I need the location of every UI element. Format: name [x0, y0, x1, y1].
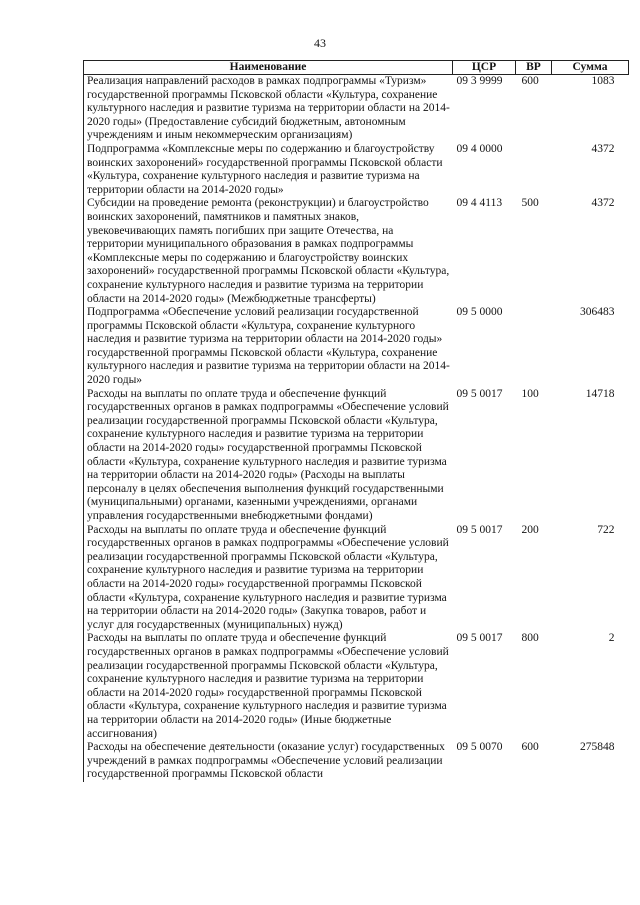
page-number: 43 — [314, 36, 326, 50]
row-vr: 100 — [521, 387, 539, 400]
row-sum: 1083 — [591, 75, 615, 87]
row-name: Расходы на выплаты по оплате труда и обеспечение функций государственных органов в рамках подпрограммы «Обеспечение условий реализации государственной программы Псковской области «Культура, сохранение культурного наследия и развитие туризма на территории области на 2014-2020 годы» государственной программы Псковской области «Культура, сохранение культурного наследия и развитие туризма на территории области на 2014-2020 годы» (Иные бюджетные ассигнования) — [84, 632, 453, 741]
row-csr: 09 5 0070 — [456, 741, 503, 754]
table-row — [84, 197, 629, 306]
row-csr: 09 5 0017 — [456, 387, 503, 400]
table-row — [84, 306, 629, 388]
row-csr: 09 5 0000 — [456, 306, 503, 319]
row-csr: 09 3 9999 — [456, 75, 503, 87]
header-csr: ЦСР — [453, 61, 516, 75]
row-name: Расходы на выплаты по оплате труда и обеспечение функций государственных органов в рамках подпрограммы «Обеспечение условий реализации государственной программы Псковской области «Культура, сохранение культурного наследия и развитие туризма на территории области на 2014-2020 годы» государственной программы Псковской области «Культура, сохранение культурного наследия и развитие туризма на территории области на 2014-2020 годы» (Закупка товаров, работ и услуг для государственных (муниципальных) нужд) — [84, 524, 453, 633]
row-name: Расходы на выплаты по оплате труда и обеспечение функций государственных органов в рамках подпрограммы «Обеспечение условий реализации государственной программы Псковской области «Культура, сохранение культурного наследия и развитие туризма на территории области на 2014-2020 годы» государственной программы Псковской области «Культура, сохранение культурного наследия и развитие туризма на территории области на 2014-2020 годы» (Расходы на выплаты персоналу в целях обеспечения выполнения функций государственными (муниципальными) органами, казенными учреждениями, органами управления государственными внебюджетными фондами) — [84, 388, 453, 524]
table-row — [84, 524, 629, 633]
row-name: Подпрограмма «Комплексные меры по содержанию и благоустройству воинских захоронений» государственной программы Псковской области «Культура, сохранение культурного наследия и развитие туризма на территории области на 2014-2020 годы» — [84, 143, 453, 197]
row-csr: 09 4 0000 — [456, 142, 503, 155]
row-vr: 600 — [521, 741, 539, 754]
row-name: Подпрограмма «Обеспечение условий реализации государственной программы Псковской области «Культура, сохранение культурного наследия и развитие туризма на территории области на 2014-2020 годы» государственной программы Псковской области «Культура, сохранение культурного наследия и развитие туризма на территории области на 2014-2020 годы» — [84, 306, 453, 388]
header-sum: Сумма — [552, 61, 629, 75]
row-sum: 2 — [608, 632, 615, 645]
row-csr: 09 4 4113 — [456, 197, 503, 210]
row-vr: 800 — [521, 632, 539, 645]
row-sum: 722 — [597, 523, 615, 536]
row-csr: 09 5 0017 — [456, 523, 503, 536]
table-row — [84, 741, 629, 782]
row-sum: 14718 — [585, 387, 615, 400]
row-vr: 200 — [521, 523, 539, 536]
budget-table — [83, 60, 629, 782]
header-vr: ВР — [516, 61, 552, 75]
row-sum: 306483 — [580, 306, 615, 319]
header-name: Наименование — [84, 61, 453, 75]
table-header-row — [84, 61, 629, 75]
row-vr: 500 — [521, 197, 539, 210]
table-row — [84, 632, 629, 741]
row-sum: 4372 — [591, 197, 615, 210]
row-name: Субсидии на проведение ремонта (реконструкции) и благоустройство воинских захоронений, памятников и памятных знаков, увековечивающих память погибших при защите Отечества, на территории муниципального образования в рамках подпрограммы «Комплексные меры по содержанию и благоустройству воинских захоронений» государственной программы Псковской области «Культура, сохранение культурного наследия и развитие туризма на территории области на 2014-2020 годы» (Межбюджетные трансферты) — [84, 197, 453, 306]
row-sum: 275848 — [580, 741, 615, 754]
table-row — [84, 75, 629, 143]
row-name: Расходы на обеспечение деятельности (оказание услуг) государственных учреждений в рамках подпрограммы «Обеспечение условий реализации государственной программы Псковской области — [84, 741, 453, 782]
row-name: Реализация направлений расходов в рамках подпрограммы «Туризм» государственной программы Псковской области «Культура, сохранение культурного наследия и развитие туризма на территории области на 2014-2020 годы» (Предоставление субсидий бюджетным, автономным учреждениям и иным некоммерческим организациям) — [84, 75, 453, 143]
table-row — [84, 143, 629, 197]
row-vr — [516, 143, 552, 197]
row-vr: 600 — [521, 75, 539, 87]
table-row — [84, 388, 629, 524]
row-csr: 09 5 0017 — [456, 632, 503, 645]
row-sum: 4372 — [591, 142, 615, 155]
row-vr — [516, 306, 552, 388]
